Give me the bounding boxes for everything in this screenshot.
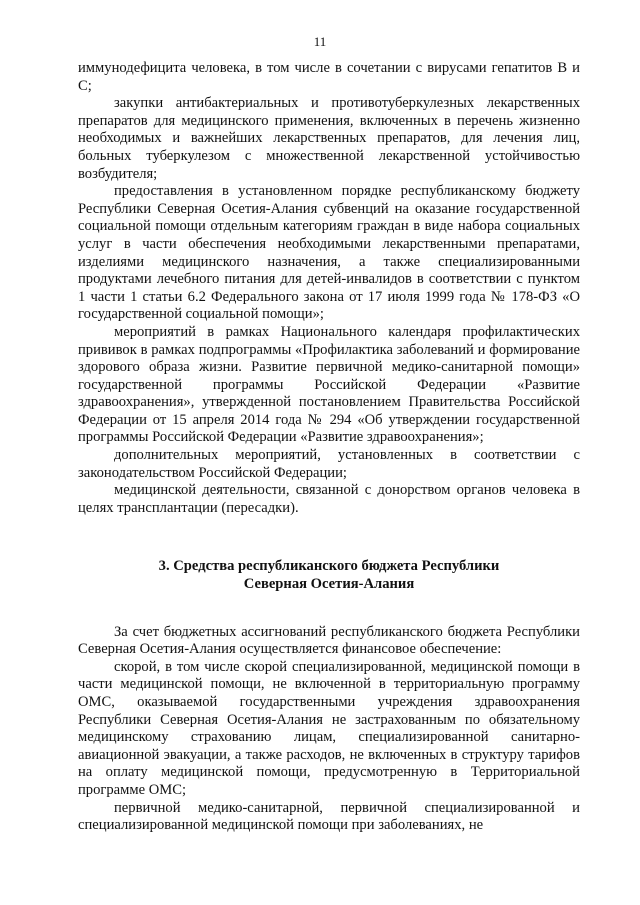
document-body xyxy=(78,60,580,835)
paragraph-emergency-care: скорой, в том числе скорой специализированной, медицинской помощи в части медицинской помощи, не включенной в территориальную программу ОМС, оказываемой государственными учреждения здравоохранения Республики Северная Осетия-Алания не застрахованным по обязательному медицинскому страхованию лицам, специализированной санитарно-авиационной эвакуации, а также расходов, не включенных в структуру тарифов на оплату медицинской помощи, предусмотренную в Территориальной программе ОМС; xyxy=(78,658,580,798)
paragraph-subventions: предоставления в установленном порядке республиканскому бюджету Республики Северная Осетия-Алания субвенций на оказание государственной социальной помощи отдельным категориям граждан в виде набора социальных услуг в части обеспечения необходимыми лекарственными препаратами, изделиями медицинского назначения, а также специализированными продуктами лечебного питания для детей-инвалидов в соответствии с пунктом 1 части 1 статьи 6.2 Федерального закона от 17 июля 1999 года № 178-ФЗ «О государственной социальной помощи»; xyxy=(78,183,580,323)
paragraph-organ-donation: медицинской деятельности, связанной с донорством органов человека в целях трансплантации (пересадки). xyxy=(78,482,580,516)
page-number: 11 xyxy=(313,34,327,49)
paragraph-additional-measures: дополнительных мероприятий, установленных в соответствии с законодательством Российской Федерации; xyxy=(78,447,580,481)
paragraph-vaccination-calendar: мероприятий в рамках Национального календаря профилактических прививок в рамках подпрограммы «Профилактика заболеваний и формирование здорового образа жизни. Развитие первичной медико-санитарной помощи» государственной программы Российской Федерации «Развитие здравоохранения», утвержденной постановлением Правительства Российской Федерации от 15 апреля 2014 года № 294 «Об утверждении государственной программы Российской Федерации «Развитие здравоохранения»; xyxy=(78,323,580,446)
paragraph-budget-intro: За счет бюджетных ассигнований республиканского бюджета Республики Северная Осетия-Алания осуществляется финансовое обеспечение: xyxy=(78,623,580,658)
paragraph-antibacterial-drugs: закупки антибактериальных и противотуберкулезных лекарственных препаратов для медицинского применения, включенных в перечень жизненно необходимых и важнейших лекарственных препаратов, для лечения лиц, больных туберкулезом с множественной лекарственной устойчивостью возбудителя; xyxy=(78,95,580,182)
section-heading-line-2: Северная Осетия-Алания xyxy=(243,576,415,593)
paragraph-continuation: иммунодефицита человека, в том числе в сочетании с вирусами гепатитов В и С; xyxy=(78,60,580,94)
section-heading xyxy=(78,558,580,593)
paragraph-primary-care: первичной медико-санитарной, первичной специализированной и специализированной медицинской помощи при заболеваниях, не xyxy=(78,799,580,834)
section-heading-line-1: 3. Средства республиканского бюджета Республики xyxy=(158,558,500,575)
